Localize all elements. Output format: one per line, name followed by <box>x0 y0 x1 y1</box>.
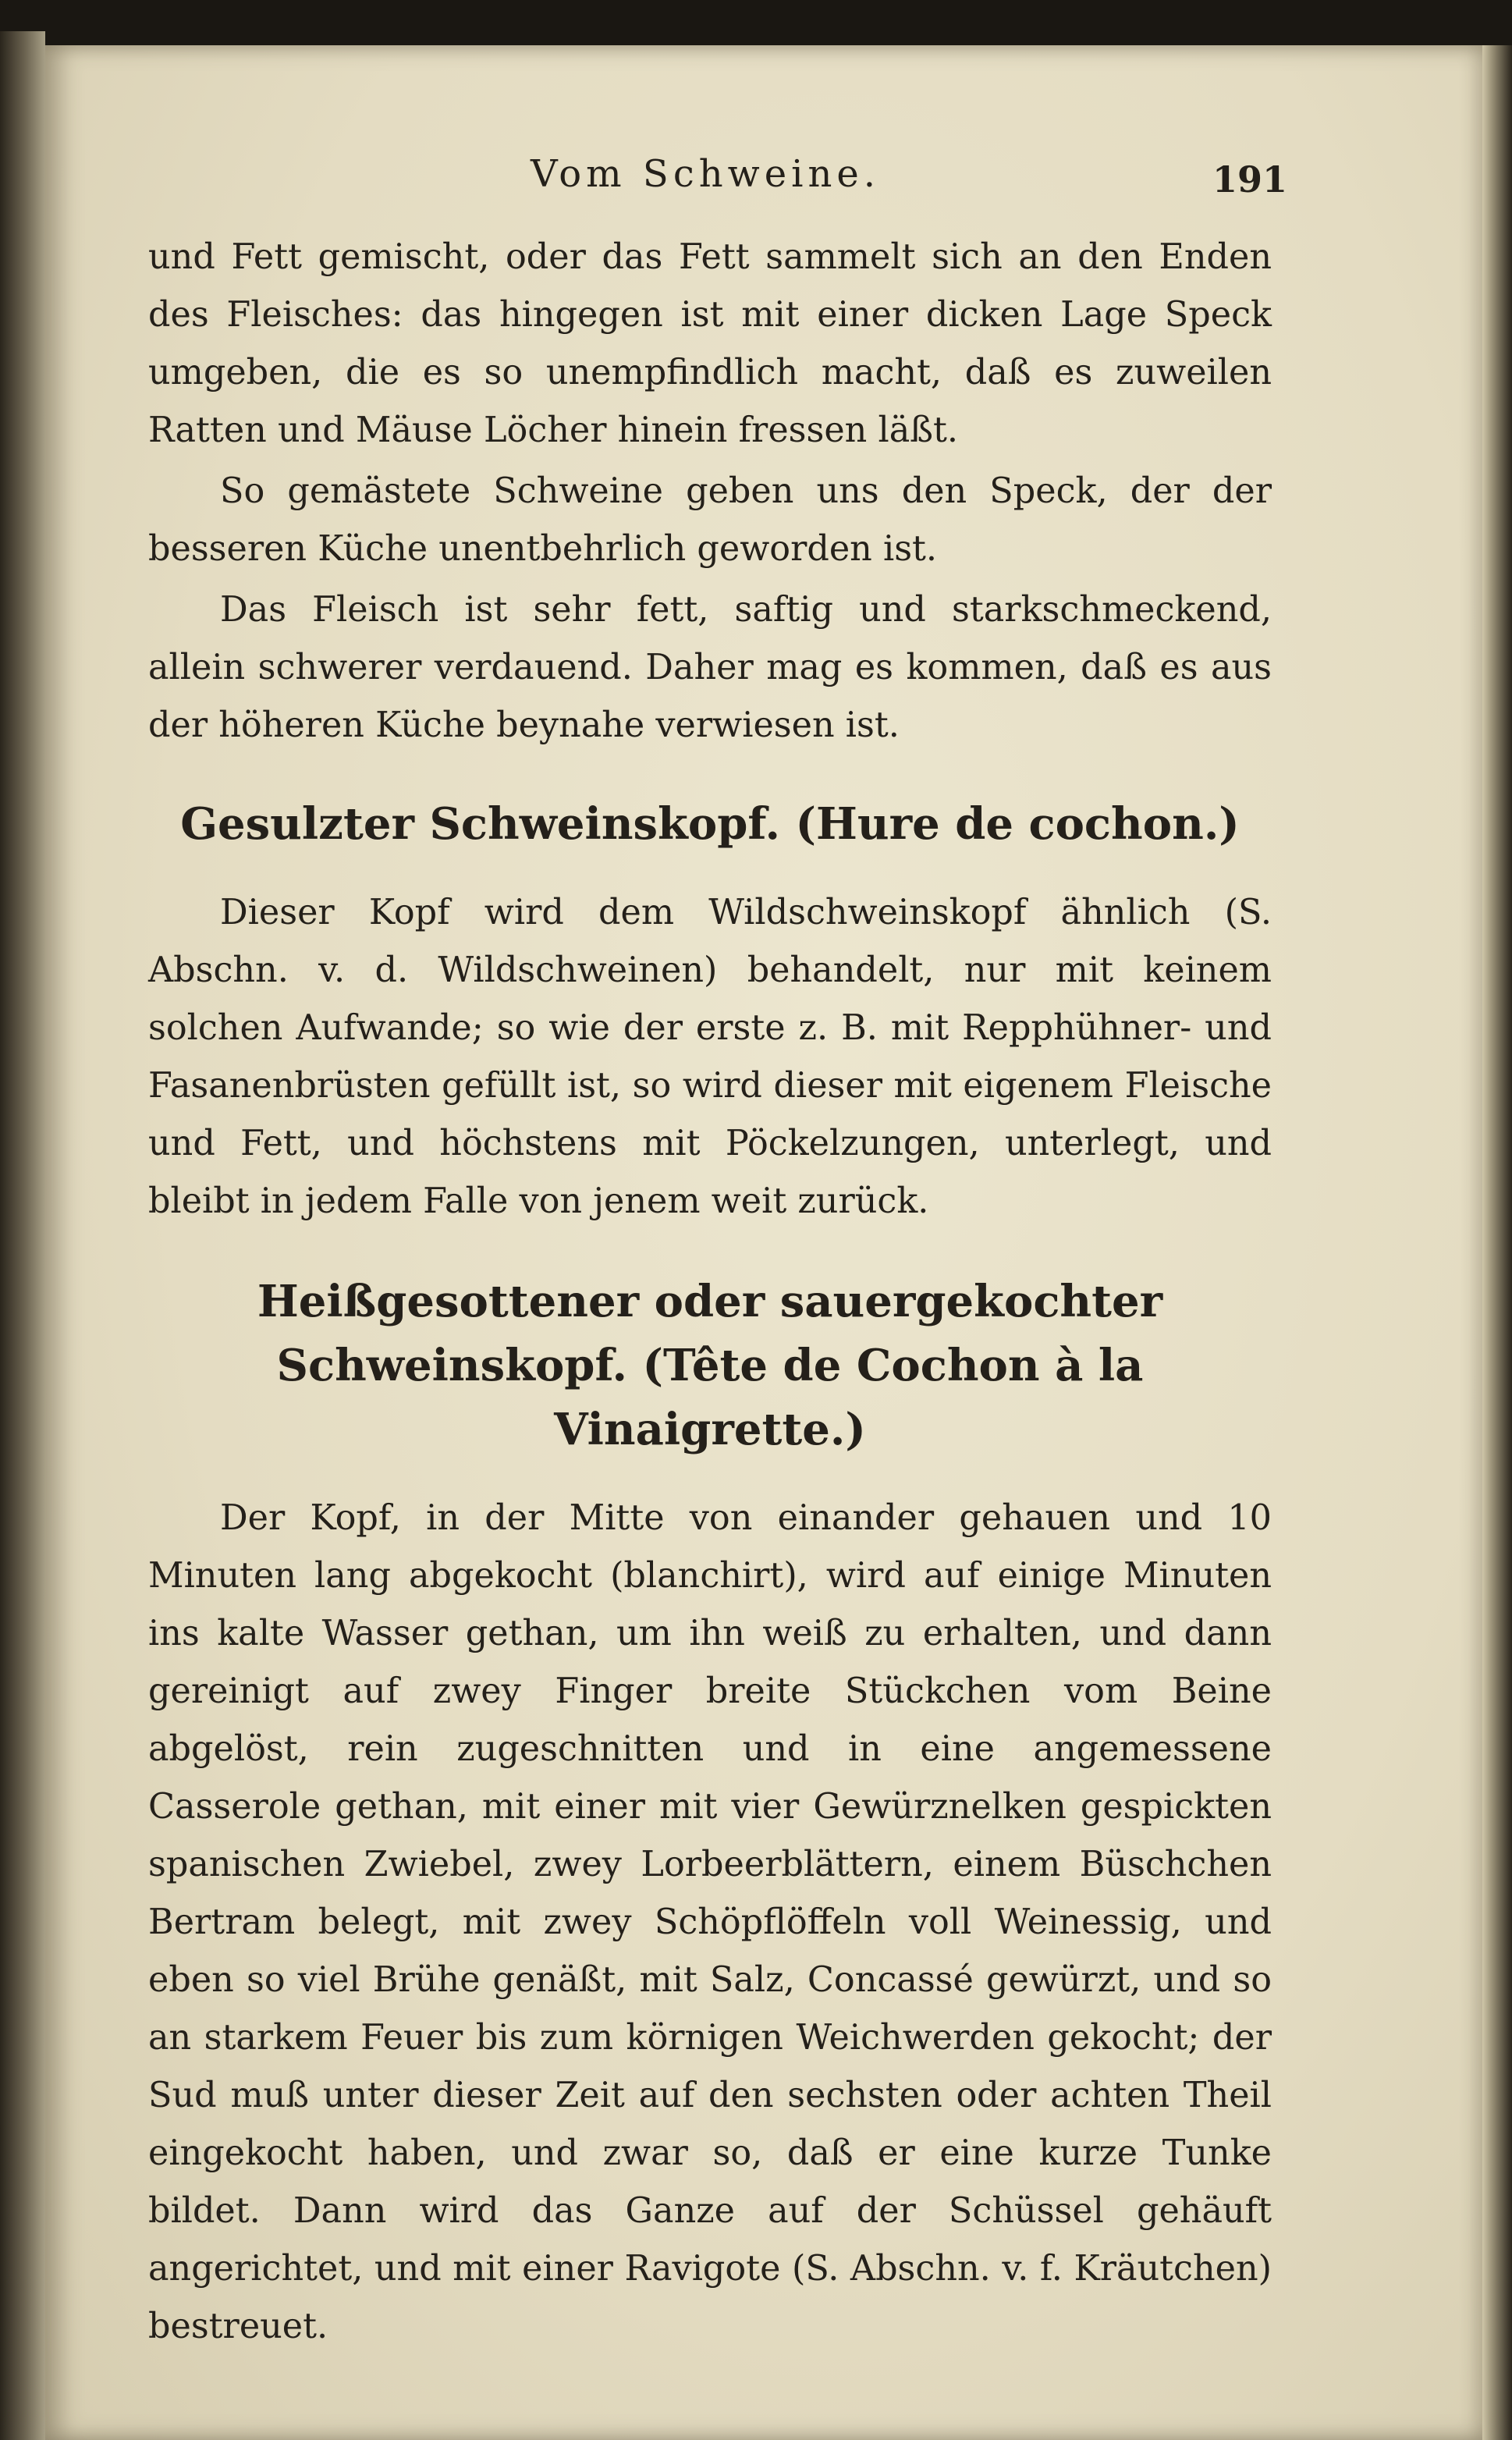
page-number: 191 <box>1212 158 1287 201</box>
intro-paragraph-continued: und Fett gemischt, oder das Fett sammelt sich an den Enden des Fleisches: das hingegen ist mit einer dicken Lage Speck umgeben, die es so unempfindlich macht, daß es zuweilen Ratten und Mäuse Löcher hinein fressen läßt. <box>148 237 1272 450</box>
book-spine <box>0 31 45 2440</box>
intro-paragraph-fleisch: Das Fleisch ist sehr fett, saftig und starkschmeckend, allein schwerer verdauend. Daher mag es kommen, daß es aus der höheren Küche beynahe verwiesen ist. <box>148 590 1272 745</box>
section-body-gesulzter-schweinskopf: Dieser Kopf wird dem Wildschweinskopf ähnlich (S. Abschn. v. d. Wildschweinen) behandelt, nur mit keinem solchen Aufwande; so wie der erste z. B. mit Repphühner- und Fasanenbrüsten gefüllt ist, so wird dieser mit eigenem Fleische und Fett, und höchstens mit Pöckelzungen, unterlegt, und bleibt in jedem Falle von jenem weit zurück. <box>148 893 1272 1221</box>
section-body-tete-de-cochon: Der Kopf, in der Mitte von einander gehauen und 10 Minuten lang abgekocht (blanchirt), wird auf einige Minuten ins kalte Wasser gethan, um ihn weiß zu erhalten, und dann gereinigt auf zwey Finger breite Stückchen vom Beine abgelöst, rein zugeschnitten und in eine angemessene Casserole gethan, mit einer mit vier Gewürznelken gespickten spanischen Zwiebel, zwey Lorbeerblättern, einem Büschchen Bertram belegt, mit zwey Schöpflöffeln voll Weinessig, und eben so viel Brühe genäßt, mit Salz, Concassé gewürzt, und so an starkem Feuer bis zum körnigen Weichwerden gekocht; der Sud muß unter dieser Zeit auf den sechsten oder achten Theil eingekocht haben, und zwar so, daß er eine kurze Tunke bildet. Dann wird das Ganze auf der Schüssel gehäuft angerichtet, und mit einer Ravigote (S. Abschn. v. f. Kräutchen) bestreuet. <box>148 1498 1272 2346</box>
section-heading-tete-de-cochon: Heißgesottener oder sauergekochter Schweinskopf. (Tête de Cochon à la Vinaigrette.) <box>257 1276 1163 1455</box>
section-heading-gesulzter-schweinskopf: Gesulzter Schweinskopf. (Hure de cochon.) <box>180 798 1240 850</box>
intro-paragraph-speck: So gemästete Schweine geben uns den Speck, der der besseren Küche unentbehrlich geworden ist. <box>148 471 1272 569</box>
running-head <box>148 152 1287 215</box>
running-title: Vom Schweine. <box>531 152 881 196</box>
page-edge <box>1482 45 1512 2440</box>
page-text <box>148 152 1287 2356</box>
